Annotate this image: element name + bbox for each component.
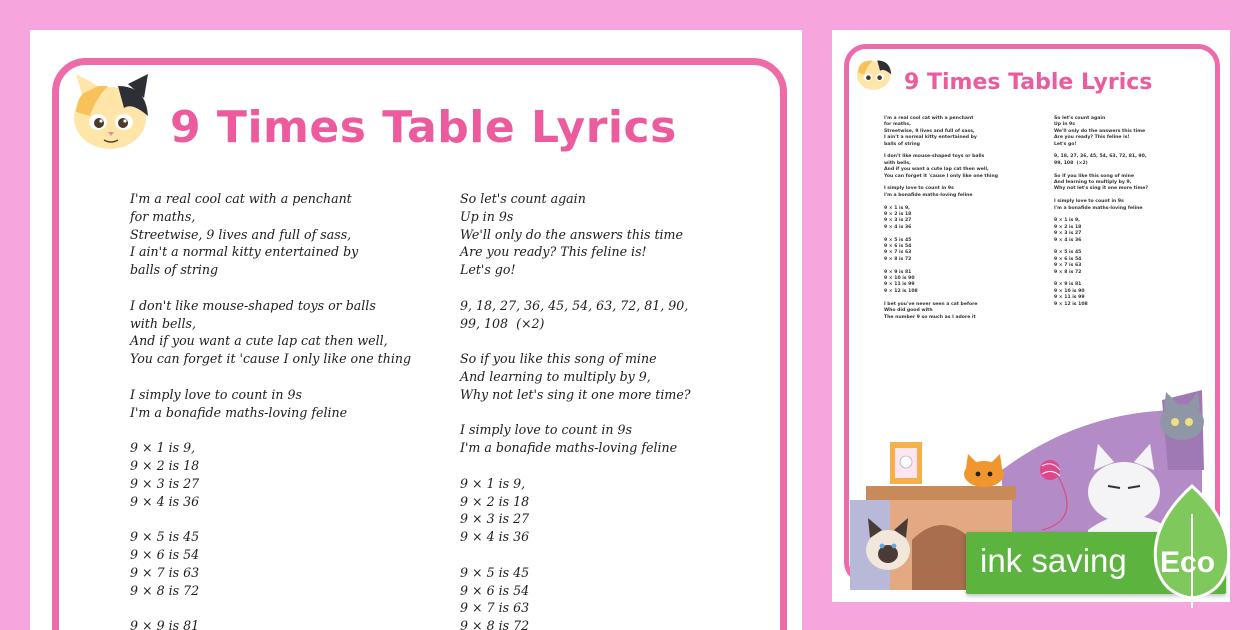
preview-lyric-line: Streetwise, 9 lives and full of sass, <box>884 128 975 134</box>
calico-cat-icon <box>68 72 154 158</box>
lyric-stanza <box>460 564 691 630</box>
lyric-line: So let's count again <box>460 191 586 206</box>
lyric-stanza <box>130 439 411 510</box>
lyrics-right-column <box>460 190 691 630</box>
lyric-line: with bells, <box>130 315 197 331</box>
lyric-line: 9 × 7 is 63 <box>460 600 530 616</box>
lyric-stanza <box>460 350 691 403</box>
lyric-line: And if you want a cute lap cat then well, <box>130 333 388 349</box>
lyric-line: 9 × 5 is 45 <box>460 564 530 580</box>
lyric-line: balls of string <box>130 262 219 278</box>
preview-lyric-line: 9 × 11 is 99 <box>1054 295 1085 301</box>
preview-lyric-line: 9 × 2 is 18 <box>1054 224 1082 230</box>
preview-lyric-line: So let's count again <box>1054 116 1106 121</box>
lyric-stanza <box>460 190 691 279</box>
lyric-line: 9 × 5 is 45 <box>130 529 200 545</box>
preview-lyric-line: 9 × 8 is 72 <box>1054 269 1082 275</box>
lyric-line: Up in 9s <box>460 208 514 224</box>
preview-lyric-line: I simply love to count in 9s <box>884 186 954 192</box>
preview-lyric-line: We'll only do the answers this time <box>1054 128 1146 134</box>
lyric-line: Streetwise, 9 lives and full of sass, <box>130 226 352 242</box>
preview-lyric-line: I'm a real cool cat with a penchant <box>884 116 974 121</box>
preview-lyric-line: I don't like mouse-shaped toys or balls <box>884 154 985 160</box>
preview-lyric-line: 9 × 10 is 90 <box>1054 288 1085 294</box>
preview-lyric-line: Why not let's sing it one more time? <box>1054 186 1149 192</box>
preview-lyric-line: 9 × 7 is 63 <box>884 250 912 256</box>
lyric-line: 9 × 9 is 81 <box>130 618 200 630</box>
preview-lyric-line: I simply love to count in 9s <box>1054 199 1124 205</box>
preview-lyric-line: The number 9 so much as I adore it <box>884 314 976 320</box>
lyric-line: 99, 108 (×2) <box>460 315 545 331</box>
lyric-line: So if you like this song of mine <box>460 351 657 367</box>
lyric-line: 9 × 4 is 36 <box>460 529 530 545</box>
preview-lyric-line: 9 × 10 is 90 <box>884 276 915 282</box>
preview-lyric-line: 9 × 3 is 27 <box>884 218 912 224</box>
lyric-line: Are you ready? This feline is! <box>460 244 647 260</box>
preview-lyric-line: 9 × 11 is 99 <box>884 282 915 288</box>
lyric-line: I don't like mouse-shaped toys or balls <box>130 297 376 313</box>
lyrics-left-column <box>130 190 411 630</box>
preview-lyric-line: I'm a bonafide maths-loving feline <box>884 192 973 198</box>
lyric-line: I simply love to count in 9s <box>460 422 632 438</box>
lyric-line: 9 × 1 is 9, <box>130 440 196 456</box>
preview-lyric-line: 9 × 1 is 9, <box>884 205 910 211</box>
eco-label: Eco <box>1160 546 1216 579</box>
preview-lyric-line: 9, 18, 27, 36, 45, 54, 63, 72, 81, 90, <box>1054 154 1147 160</box>
lyric-line: 9 × 1 is 9, <box>460 475 526 491</box>
lyric-stanza <box>460 475 691 546</box>
lyric-line: 9 × 8 is 72 <box>130 582 200 598</box>
preview-lyric-line: 99, 108 (×2) <box>1054 160 1088 166</box>
lyric-line: 9 × 3 is 27 <box>130 475 200 491</box>
preview-lyric-line: Up in 9s <box>1054 122 1075 128</box>
lyric-stanza <box>130 386 411 422</box>
preview-lyric-line: 9 × 12 is 108 <box>1054 301 1088 307</box>
preview-lyric-line: 9 × 1 is 9, <box>1054 218 1080 224</box>
preview-lyric-line: Let's go! <box>1054 141 1077 147</box>
lyric-line: for maths, <box>130 208 196 224</box>
preview-lyric-line: with bells, <box>884 160 911 166</box>
lyric-stanza <box>130 297 411 368</box>
lyric-stanza <box>460 297 691 333</box>
preview-lyric-line: Are you ready? This feline is! <box>1054 135 1130 141</box>
lyric-line: 9 × 4 is 36 <box>130 493 200 509</box>
lyric-stanza <box>460 421 691 457</box>
lyric-stanza <box>130 190 411 279</box>
preview-lyric-line: And if you want a cute lap cat then well, <box>884 167 989 173</box>
lyric-line: I'm a bonafide maths-loving feline <box>130 404 348 420</box>
lyric-line: Let's go! <box>460 262 516 278</box>
preview-lyric-line: 9 × 12 is 108 <box>884 288 918 294</box>
lyric-stanza <box>130 528 411 599</box>
preview-lyric-line: 9 × 9 is 81 <box>884 269 912 275</box>
lyric-line: 9 × 2 is 18 <box>460 493 530 509</box>
lyric-line: I simply love to count in 9s <box>130 386 302 402</box>
lyric-stanza <box>130 617 411 630</box>
preview-lyric-line: You can forget it 'cause I only like one thing <box>884 173 998 179</box>
lyric-line: I'm a bonafide maths-loving feline <box>460 440 678 456</box>
preview-lyric-line: 9 × 2 is 18 <box>884 212 912 218</box>
preview-lyric-line: 9 × 6 is 54 <box>884 244 912 250</box>
lyric-line: 9 × 3 is 27 <box>460 511 530 527</box>
page-title: 9 Times Table Lyrics <box>170 102 677 153</box>
preview-lyric-line: I bet you've never seen a cat before <box>884 301 978 307</box>
lyric-line: 9 × 6 is 54 <box>130 546 200 562</box>
preview-lyric-line: 9 × 5 is 45 <box>884 237 912 243</box>
lyric-line: You can forget it 'cause I only like one thing <box>130 351 412 367</box>
lyric-line: I ain't a normal kitty entertained by <box>130 244 359 260</box>
preview-lyric-line: 9 × 4 is 36 <box>1054 237 1082 243</box>
preview-lyric-line: I ain't a normal kitty entertained by <box>884 135 977 141</box>
preview-lyric-line: So if you like this song of mine <box>1054 173 1134 179</box>
preview-lyric-line: And learning to multiply by 9, <box>1054 180 1132 186</box>
lyric-line: Why not let's sing it one more time? <box>460 386 691 402</box>
lyric-line: I'm a real cool cat with a penchant <box>130 191 352 206</box>
preview-lyric-line: 9 × 4 is 36 <box>884 224 912 230</box>
preview-lyric-line: 9 × 6 is 54 <box>1054 256 1082 262</box>
preview-lyric-line: 9 × 5 is 45 <box>1054 250 1082 256</box>
preview-title: 9 Times Table Lyrics <box>904 70 1153 95</box>
lyric-line: 9 × 6 is 54 <box>460 582 530 598</box>
preview-lyric-line: 9 × 7 is 63 <box>1054 263 1082 269</box>
lyrics-sheet <box>30 30 802 630</box>
lyric-line: 9, 18, 27, 36, 45, 54, 63, 72, 81, 90, <box>460 297 689 313</box>
preview-lyric-line: balls of string <box>884 141 920 147</box>
lyric-line: 9 × 7 is 63 <box>130 564 200 580</box>
preview-lyric-line: 9 × 9 is 81 <box>1054 282 1082 288</box>
lyric-line: And learning to multiply by 9, <box>460 368 651 384</box>
preview-lyric-line: 9 × 8 is 72 <box>884 256 912 262</box>
preview-lyric-line: 9 × 3 is 27 <box>1054 231 1082 237</box>
lyric-line: 9 × 8 is 72 <box>460 618 530 630</box>
preview-lyric-line: I'm a bonafide maths-loving feline <box>1054 205 1143 211</box>
ink-saving-label: ink saving <box>980 542 1127 579</box>
lyric-line: 9 × 2 is 18 <box>130 457 200 473</box>
lyric-line: We'll only do the answers this time <box>460 226 683 242</box>
preview-lyric-line: for maths, <box>884 122 911 128</box>
preview-lyric-line: Who did good with <box>884 308 933 314</box>
